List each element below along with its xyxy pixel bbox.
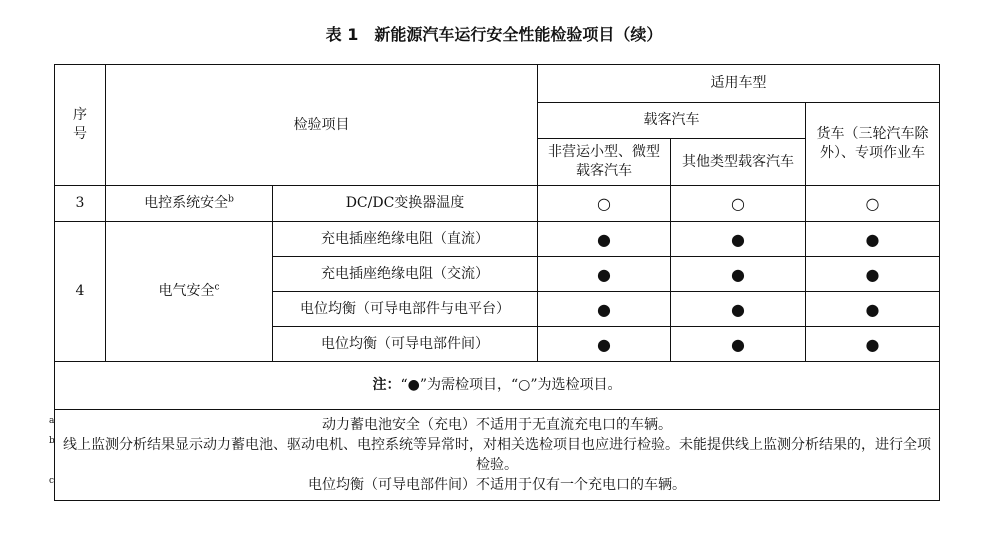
row-seq: 3 [55,186,106,222]
table-row [55,186,940,222]
header-small-passenger: 非营运小型、微型载客汽车 [538,139,671,186]
legend-note [55,362,940,410]
header-passenger: 载客汽车 [538,103,806,139]
table-row [55,222,940,257]
required-mark: ● [538,222,671,257]
header-item: 检验项目 [106,65,538,186]
row-item: 充电插座绝缘电阻（直流） [273,222,538,257]
header-seq: 序号 [55,65,106,186]
required-mark: ● [806,257,940,292]
footnote-marker: c [214,282,220,293]
optional-mark: ○ [671,186,806,222]
required-mark: ● [806,292,940,327]
required-mark: ● [671,257,806,292]
required-mark: ● [538,327,671,362]
required-mark: ● [538,257,671,292]
header-applicable: 适用车型 [538,65,940,103]
table-title [0,22,988,45]
note-row [55,362,940,410]
required-mark: ● [538,292,671,327]
row-item: 电位均衡（可导电部件间） [273,327,538,362]
optional-mark: ○ [538,186,671,222]
required-mark: ● [671,292,806,327]
note-label: 注： [372,377,401,393]
required-mark: ● [671,222,806,257]
row-item: 充电插座绝缘电阻（交流） [273,257,538,292]
row-category: 电控系统安全$^b$ [106,186,273,222]
table-number: 表 1 [325,25,359,44]
required-mark: ● [671,327,806,362]
required-mark: ● [806,222,940,257]
row-item: 电位均衡（可导电部件与电平台） [273,292,538,327]
footnote-marker: b [228,194,234,205]
optional-mark: ○ [806,186,940,222]
header-row-1 [55,65,940,103]
table-caption: 新能源汽车运行安全性能检验项目（续） [374,25,663,44]
note-text: “●”为需检项目，“○”为选检项目。 [400,377,622,393]
footnote-row [55,410,940,501]
footnote-b: b 线上监测分析结果显示动力蓄电池、驱动电机、电控系统等异常时，对相关选检项目也应进行检验。未能提供线上监测分析结果的，进行全项检验。 [49,436,931,473]
row-item: DC/DC变换器温度 [273,186,538,222]
row-category: 电气安全$^c$ [106,222,273,362]
row-seq: 4 [55,222,106,362]
inspection-table [49,64,940,501]
header-truck: 货车（三轮汽车除外）、专项作业车 [806,103,940,186]
footnote-a: a 动力蓄电池安全（充电）不适用于无直流充电口的车辆。 [49,416,672,433]
header-other-passenger: 其他类型载客汽车 [671,139,806,186]
required-mark: ● [806,327,940,362]
footnote-c: c 电位均衡（可导电部件间）不适用于仅有一个充电口的车辆。 [49,476,686,493]
footnotes [49,410,940,501]
